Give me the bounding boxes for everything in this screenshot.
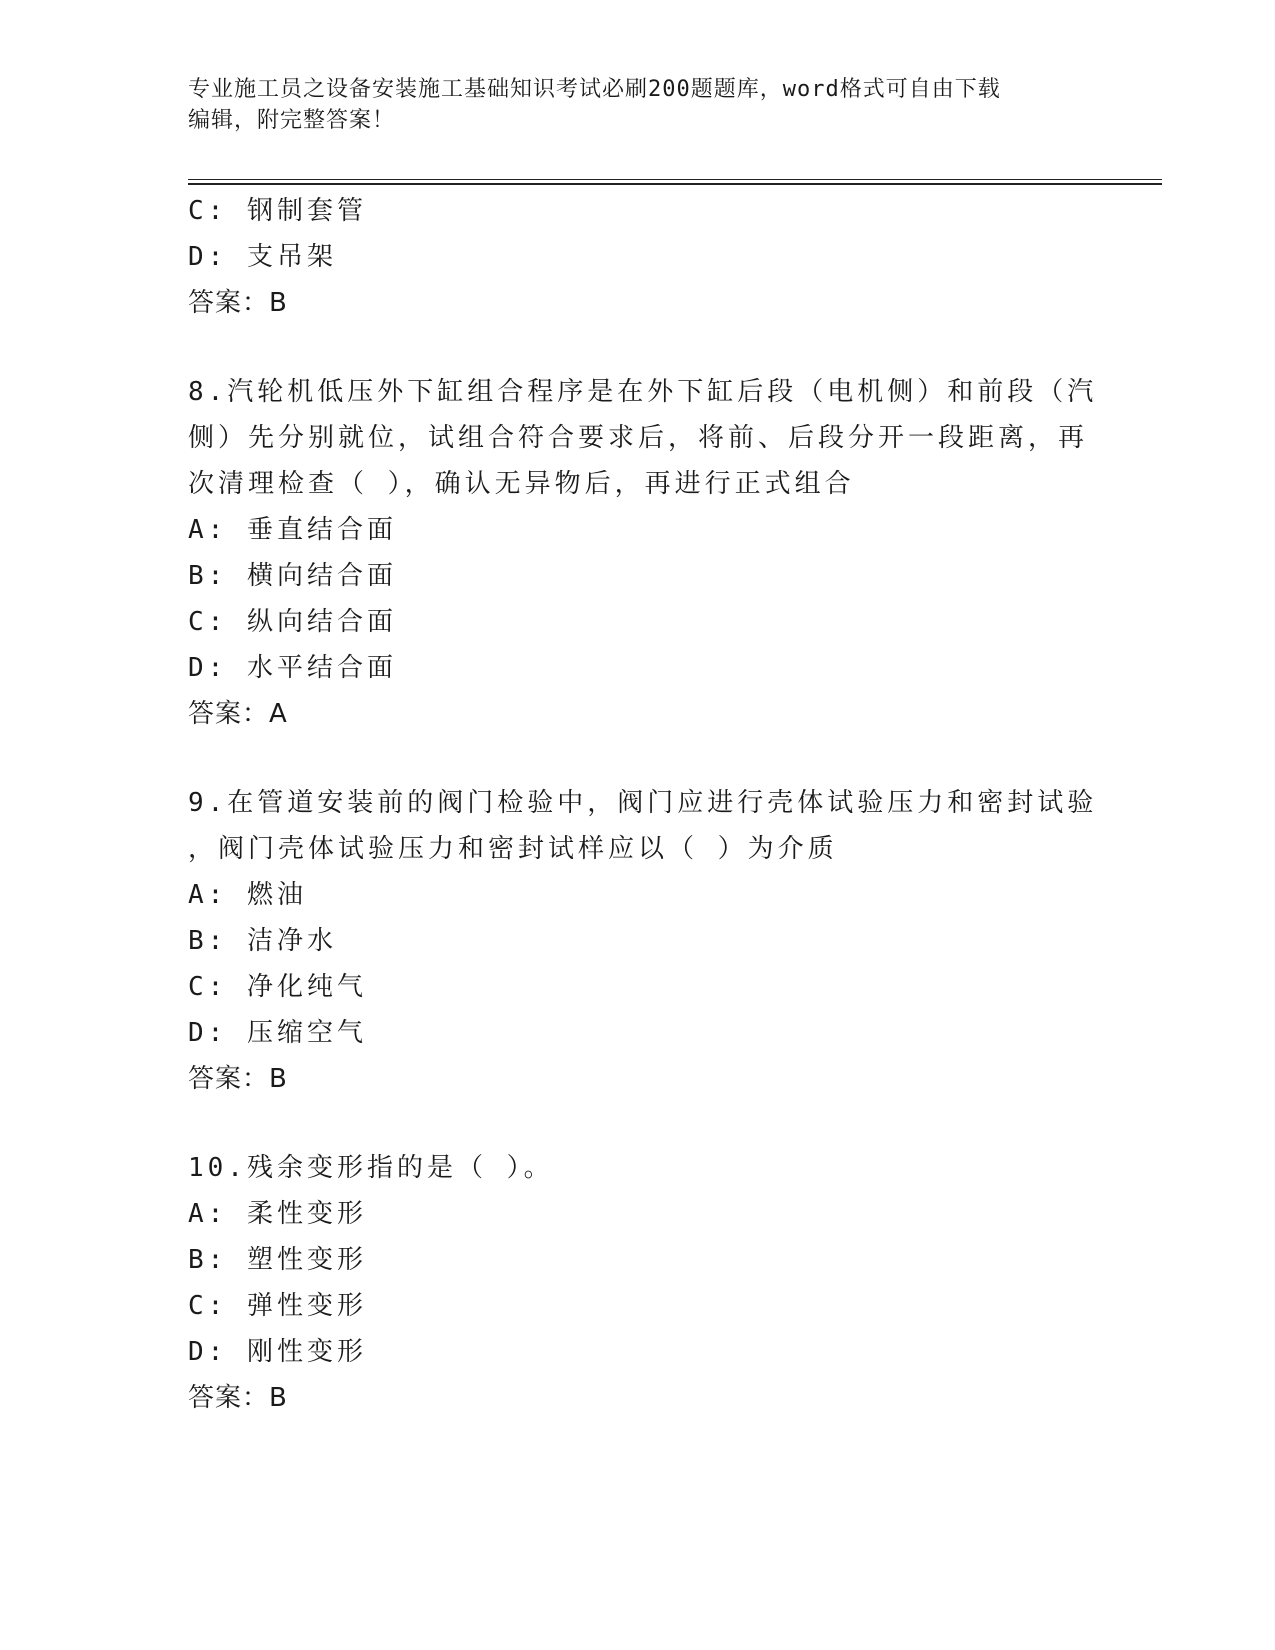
option-d: D: 压缩空气	[188, 1018, 367, 1048]
spacer	[188, 737, 1088, 780]
option-d: D: 刚性变形	[188, 1337, 367, 1367]
option-c: C: 净化纯气	[188, 972, 367, 1002]
question-10	[188, 1145, 1088, 1421]
document-header	[188, 74, 1068, 136]
option-d: D: 水平结合面	[188, 653, 397, 683]
option-a: A: 燃油	[188, 880, 307, 910]
question-9	[188, 780, 1098, 1102]
answer: 答案：B	[188, 1064, 288, 1094]
option-b: B: 洁净水	[188, 926, 337, 956]
question-stem: ，阀门壳体试验压力和密封试样应以（ ）为介质	[188, 834, 838, 864]
question-stem: 9.在管道安装前的阀门检验中，阀门应进行壳体试验压力和密封试验	[188, 788, 1098, 818]
option-b: B: 横向结合面	[188, 561, 397, 591]
spacer	[188, 326, 1088, 369]
answer: 答案：B	[188, 288, 288, 318]
option-c: C: 弹性变形	[188, 1291, 367, 1321]
question-8	[188, 369, 1098, 737]
answer: 答案：A	[188, 699, 288, 729]
option-a: A: 柔性变形	[188, 1199, 367, 1229]
spacer	[188, 1102, 1088, 1145]
answer: 答案：B	[188, 1383, 288, 1413]
question-stem: 8.汽轮机低压外下缸组合程序是在外下缸后段（电机侧）和前段（汽	[188, 377, 1098, 407]
option-a: A: 垂直结合面	[188, 515, 397, 545]
header-rule-thin	[188, 179, 1162, 180]
question-stem: 10.残余变形指的是（ ）。	[188, 1153, 554, 1183]
question-7-tail	[188, 188, 1088, 326]
header-rule-thick	[188, 183, 1162, 185]
question-stem: 次清理检查（ ），确认无异物后，再进行正式组合	[188, 469, 855, 499]
option-c: C: 钢制套管	[188, 196, 367, 226]
option-c: C: 纵向结合面	[188, 607, 397, 637]
option-d: D: 支吊架	[188, 242, 337, 272]
header-title-line1: 专业施工员之设备安装施工基础知识考试必刷200题题库，word格式可自由下载	[188, 77, 1001, 102]
option-b: B: 塑性变形	[188, 1245, 367, 1275]
header-title-line2: 编辑，附完整答案！	[188, 108, 396, 133]
question-stem: 侧）先分别就位，试组合符合要求后，将前、后段分开一段距离，再	[188, 423, 1089, 453]
question-list	[188, 188, 1098, 1421]
